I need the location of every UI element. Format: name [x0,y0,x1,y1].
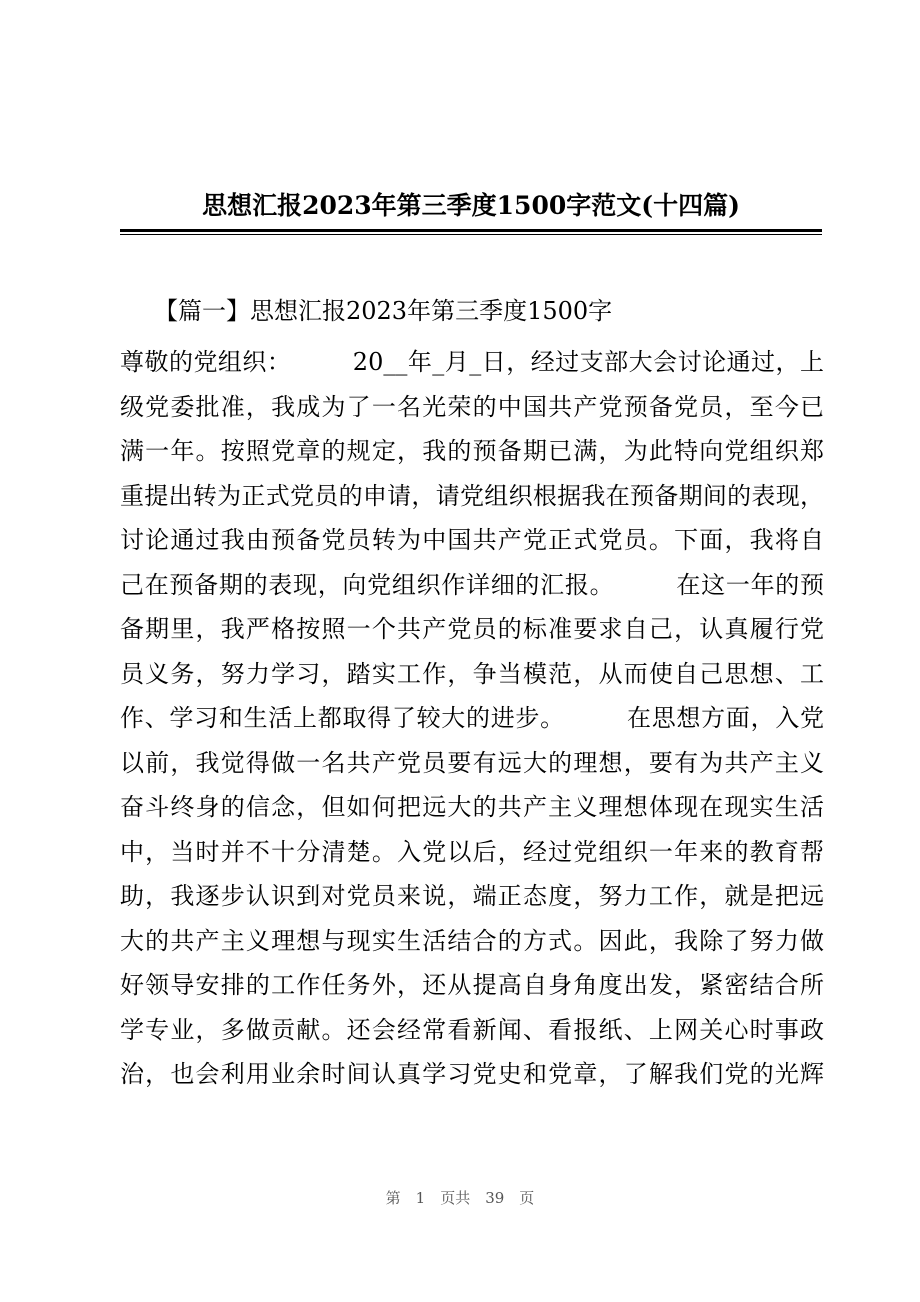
body-line: 己在预备期的表现，向党组织作详细的汇报。 在这一年的预 [120,570,824,599]
body-line: 奋斗终身的信念，但如何把远大的共产主义理想体现在现实生活 [120,793,824,821]
body-line: 治，也会利用业余时间认真学习党史和党章，了解我们党的光辉 [120,1060,824,1088]
body-text [120,340,824,1097]
title-double-rule [120,229,822,235]
body-line: 员义务，努力学习，踏实工作，争当模范，从而使自己思想、工 [120,659,824,688]
body-line: 重提出转为正式党员的申请，请党组织根据我在预备期间的表现， [120,481,824,510]
body-line: 级党委批准，我成为了一名光荣的中国共产党预备党员，至今已 [120,392,824,421]
section-heading: 【篇一】思想汇报2023年第三季度1500字 [154,297,613,325]
body-line: 助，我逐步认识到对党员来说，端正态度，努力工作，就是把远 [120,882,824,910]
body-line: 备期里，我严格按照一个共产党员的标准要求自己，认真履行党 [120,615,824,643]
body-line: 大的共产主义理想与现实生活结合的方式。因此，我除了努力做 [120,926,824,955]
document-title: 思想汇报2023年第三季度1500字范文(十四篇) [202,191,740,220]
body-line: 作、学习和生活上都取得了较大的进步。 在思想方面，入党 [120,704,824,732]
page-number-footer: 第 1 页共 39 页 [385,1189,535,1207]
body-line: 以前，我觉得做一名共产党员要有远大的理想，要有为共产主义 [120,748,824,777]
body-line: 满一年。按照党章的规定，我的预备期已满，为此特向党组织郑 [120,437,824,465]
body-line: 尊敬的党组织： 20__年_月_日，经过支部大会讨论通过，上 [120,348,824,376]
body-line: 中，当时并不十分清楚。入党以后，经过党组织一年来的教育帮 [120,837,824,866]
body-line: 学专业，多做贡献。还会经常看新闻、看报纸、上网关心时事政 [120,1015,824,1044]
body-line: 好领导安排的工作任务外，还从提高自身角度出发，紧密结合所 [120,971,824,999]
body-line: 讨论通过我由预备党员转为中国共产党正式党员。下面，我将自 [120,526,824,554]
